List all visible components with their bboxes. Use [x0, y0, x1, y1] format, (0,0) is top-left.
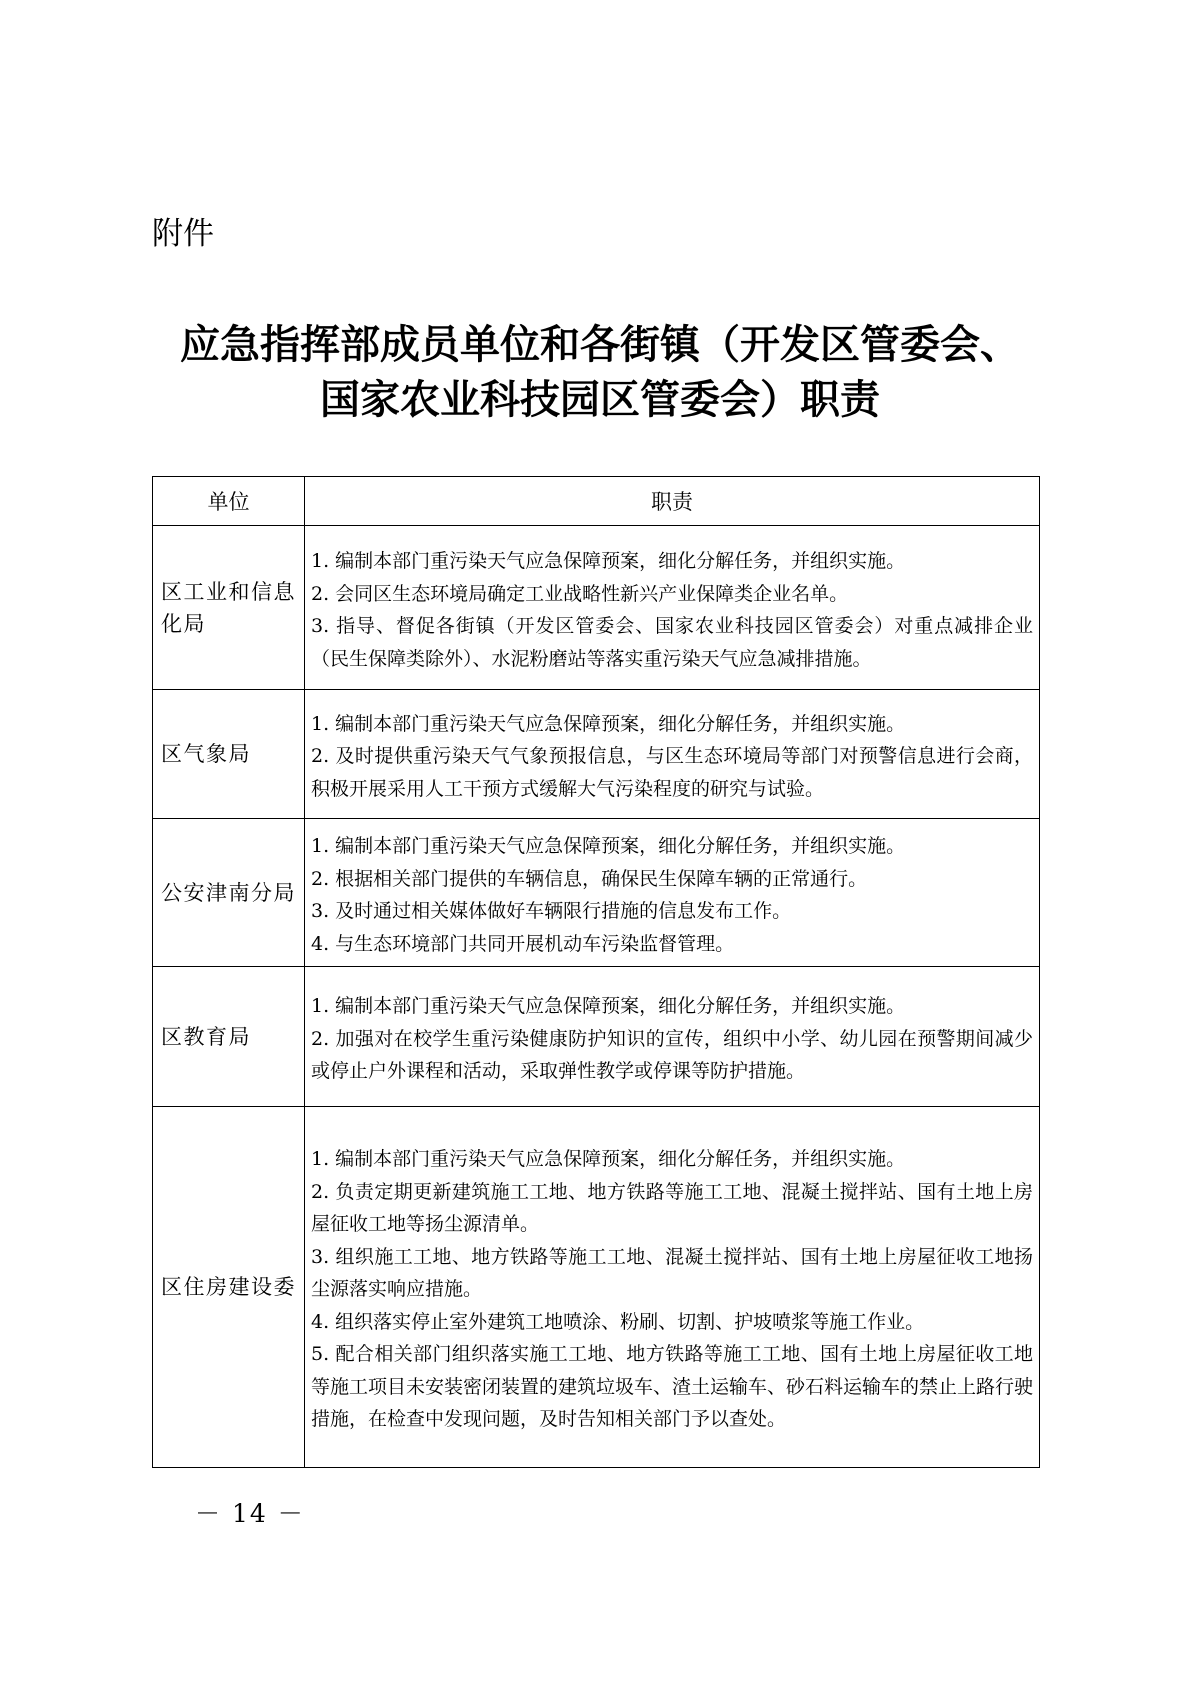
header-unit: 单位 [153, 477, 305, 526]
duty-item: 3. 及时通过相关媒体做好车辆限行措施的信息发布工作。 [311, 900, 792, 922]
duty-item: 2. 加强对在校学生重污染健康防护知识的宣传，组织中小学、幼儿园在预警期间减少或停止户外课程和活动，采取弹性教学或停课等防护措施。 [311, 1027, 1033, 1083]
duty-item: 2. 负责定期更新建筑施工工地、地方铁路等施工工地、混凝土搅拌站、国有土地上房屋征收工地等扬尘源清单。 [311, 1180, 1033, 1236]
document-title [120, 318, 1080, 428]
duty-item: 2. 根据相关部门提供的车辆信息，确保民生保障车辆的正常通行。 [311, 867, 868, 890]
table-header-row [153, 477, 1040, 526]
duty-item: 4. 与生态环境部门共同开展机动车污染监督管理。 [311, 932, 735, 955]
duty-item: 4. 组织落实停止室外建筑工地喷涂、粉刷、切割、护坡喷浆等施工作业。 [311, 1310, 925, 1333]
duty-item: 3. 指导、督促各街镇（开发区管委会、国家农业科技园区管委会）对重点减排企业（民生保障类除外）、水泥粉磨站等落实重污染天气应急减排措施。 [311, 615, 1033, 670]
duty-item: 1. 编制本部门重污染天气应急保障预案，细化分解任务，并组织实施。 [311, 550, 906, 572]
duty-cell [305, 819, 1040, 967]
table-row [153, 690, 1040, 819]
table-row [153, 526, 1040, 690]
duty-item: 2. 会同区生态环境局确定工业战略性新兴产业保障类企业名单。 [311, 582, 849, 605]
duty-cell [305, 690, 1040, 819]
unit-cell: 区工业和信息化局 [153, 526, 305, 690]
unit-cell: 区气象局 [153, 690, 305, 819]
duty-cell [305, 526, 1040, 690]
attachment-label: 附件 [152, 216, 214, 252]
header-duties: 职责 [305, 477, 1040, 526]
unit-cell: 区住房建设委 [153, 1107, 305, 1468]
document-title-line-1: 应急指挥部成员单位和各街镇（开发区管委会、 [180, 322, 1020, 368]
duty-item: 3. 组织施工工地、地方铁路等施工工地、混凝土搅拌站、国有土地上房屋征收工地扬尘源落实响应措施。 [311, 1245, 1033, 1301]
page-number: － 14 － [195, 1499, 305, 1528]
duty-table [152, 476, 1040, 1468]
duty-item: 2. 及时提供重污染天气气象预报信息，与区生态环境局等部门对预警信息进行会商，积极开展采用人工干预方式缓解大气污染程度的研究与试验。 [311, 745, 1033, 800]
table-row [153, 967, 1040, 1107]
duty-item: 1. 编制本部门重污染天气应急保障预案，细化分解任务，并组织实施。 [311, 995, 906, 1018]
duty-item: 1. 编制本部门重污染天气应急保障预案，细化分解任务，并组织实施。 [311, 712, 906, 735]
unit-cell: 公安津南分局 [153, 819, 305, 967]
table-row [153, 819, 1040, 967]
duty-cell [305, 967, 1040, 1107]
duty-item: 1. 编制本部门重污染天气应急保障预案，细化分解任务，并组织实施。 [311, 1148, 906, 1171]
document-title-line-2: 国家农业科技园区管委会）职责 [320, 377, 880, 423]
duty-cell [305, 1107, 1040, 1468]
duty-item: 5. 配合相关部门组织落实施工工地、地方铁路等施工工地、国有土地上房屋征收工地等施工项目未安装密闭装置的建筑垃圾车、渣土运输车、砂石料运输车的禁止上路行驶措施，在检查中发现问题，及时告知相关部门予以查处。 [311, 1343, 1034, 1431]
unit-cell: 区教育局 [153, 967, 305, 1107]
duty-item: 1. 编制本部门重污染天气应急保障预案，细化分解任务，并组织实施。 [311, 835, 906, 857]
table-row [153, 1107, 1040, 1468]
